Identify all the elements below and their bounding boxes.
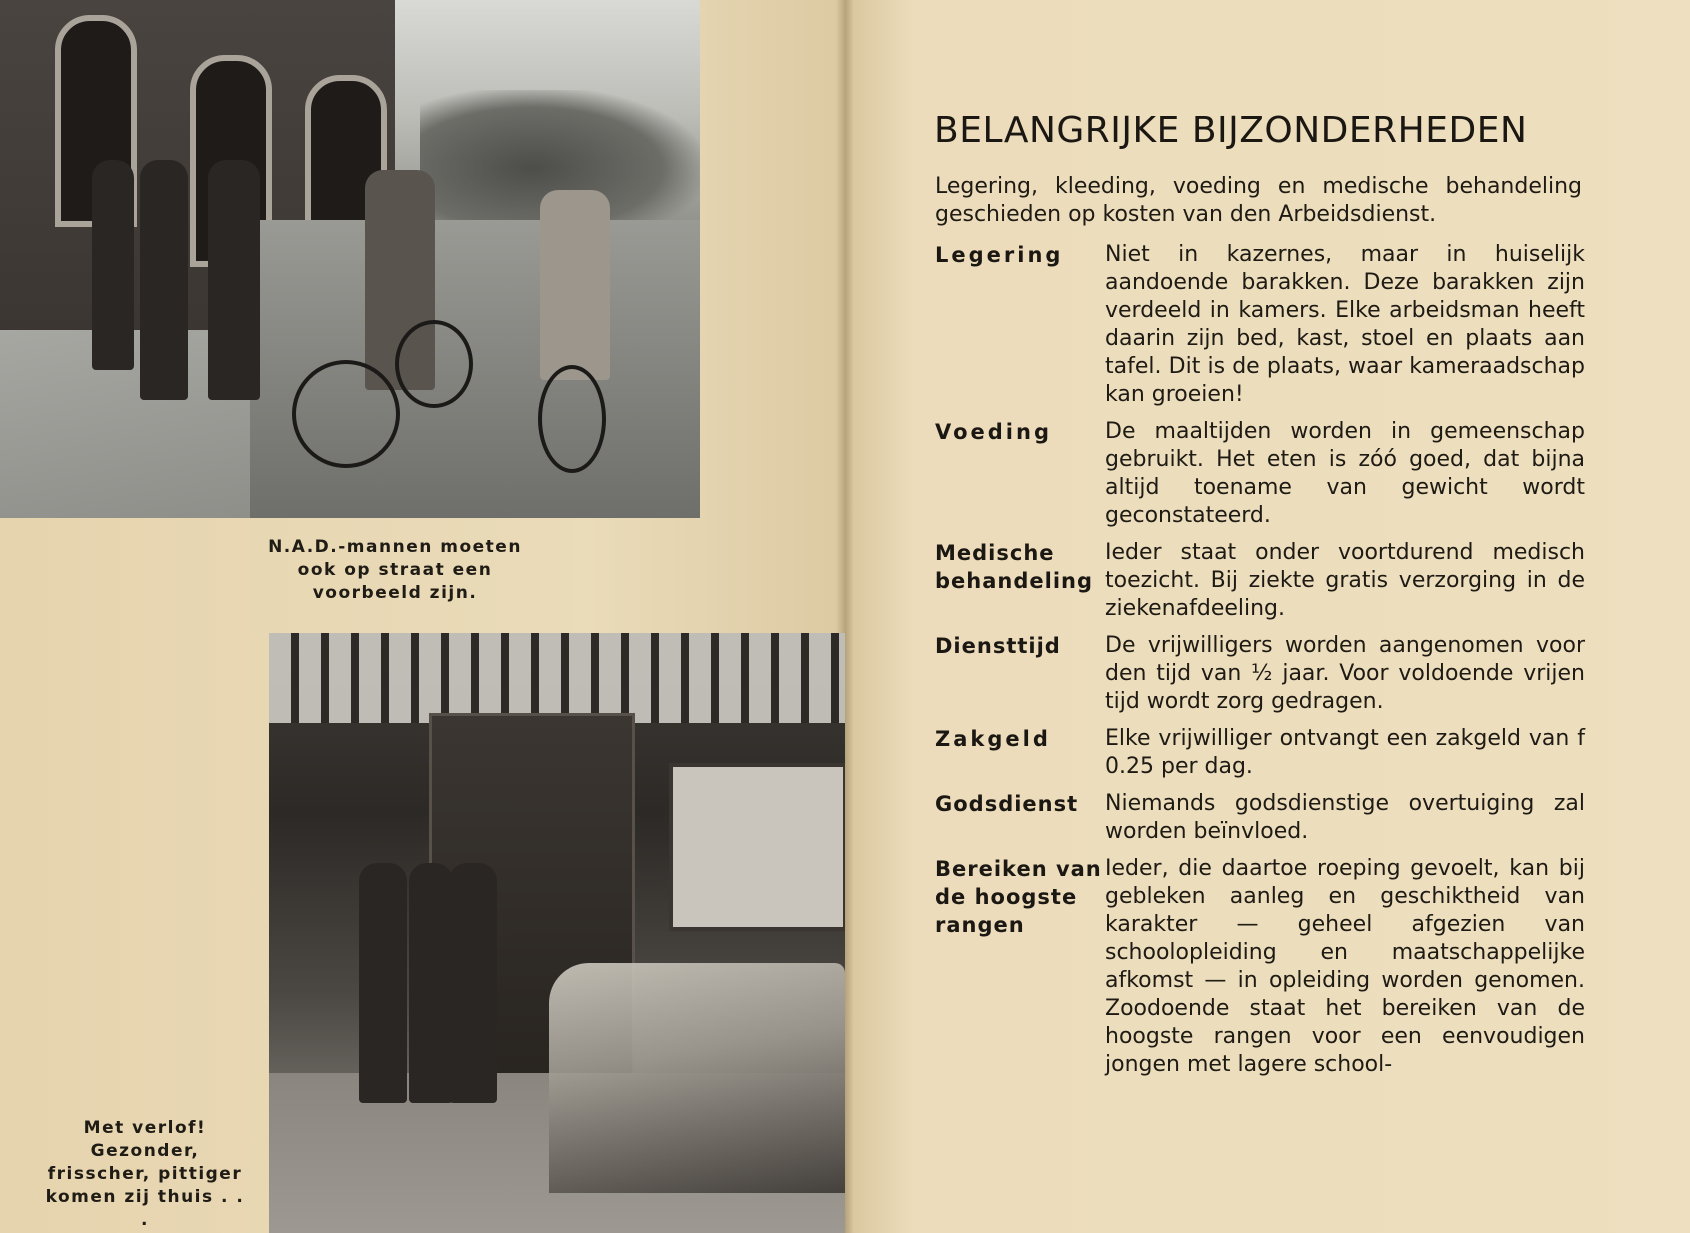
uniformed-man — [359, 863, 407, 1103]
detail-term: Voeding — [935, 420, 1052, 444]
detail-text: De vrijwilligers worden aangenomen voor den tijd van ½ jaar. Voor voldoende vrijen tijd wordt zorg gedragen. — [1105, 633, 1585, 714]
detail-text: Niet in kazernes, maar in huiselijk aandoende barakken. Deze barakken zijn verdeeld in kamers. Elke arbeidsman heeft daarin zijn bed, kast, stoel en plaats aan tafel. Dit is de plaats, waar kameraadschap kan groeien! — [1105, 242, 1585, 407]
detail-term: Bereiken van de hoogste rangen — [935, 857, 1102, 937]
bicycle-wheel — [395, 320, 473, 408]
detail-item-bereiken — [935, 855, 1585, 1079]
detail-text: Niemands godsdienstige overtuiging zal worden beïnvloed. — [1105, 791, 1585, 844]
station-photo-caption: Met verlof! Gezonder, frisscher, pittiger komen zij thuis . . . — [45, 1118, 245, 1230]
detail-item-medische-behandeling — [935, 539, 1585, 623]
uniformed-man — [409, 863, 453, 1103]
details-list — [935, 241, 1585, 1088]
detail-item-zakgeld — [935, 725, 1585, 781]
detail-term: Diensttijd — [935, 634, 1061, 658]
uniformed-man — [140, 160, 188, 400]
station-photo — [269, 633, 845, 1233]
detail-text: De maaltijden worden in gemeenschap gebruikt. Het eten is zóó goed, dat bijna altijd toename van gewicht wordt geconstateerd. — [1105, 419, 1585, 528]
uniformed-man — [92, 160, 134, 370]
detail-item-legering — [935, 241, 1585, 409]
detail-term: Zakgeld — [935, 727, 1051, 751]
uniformed-man — [449, 863, 497, 1103]
detail-term: Legering — [935, 243, 1064, 267]
uniformed-man — [208, 160, 260, 400]
seated-travellers — [549, 963, 845, 1193]
intro-paragraph: Legering, kleeding, voeding en medische behandeling geschieden op kosten van den Arbeidsdienst. — [935, 174, 1582, 227]
detail-item-godsdienst — [935, 790, 1585, 846]
page-title: BELANGRIJKE BIJZONDERHEDEN — [934, 110, 1528, 151]
detail-text: Elke vrijwilliger ontvangt een zakgeld van f 0.25 per dag. — [1105, 726, 1585, 779]
bicycle-wheel — [292, 360, 400, 468]
notice-board — [669, 763, 845, 931]
detail-term: Medische behandeling — [935, 541, 1093, 593]
bicycle-wheel — [538, 365, 606, 473]
detail-item-voeding — [935, 418, 1585, 530]
detail-item-diensttijd — [935, 632, 1585, 716]
station-roof — [269, 633, 845, 723]
detail-text: Ieder, die daartoe roeping gevoelt, kan bij gebleken aanleg en geschiktheid van karakter — geheel afgezien van schoolopleiding en maatschappelijke afkomst — in opleiding worden genomen. Zoodoende staat het bereiken van de hoogste rangen voor een eenvoudigen jongen met lagere school- — [1105, 856, 1585, 1077]
street-photo — [0, 0, 700, 518]
street-photo-caption: N.A.D.-mannen moeten ook op straat een voorbeeld zijn. — [268, 537, 522, 603]
detail-text: Ieder staat onder voortdurend medisch toezicht. Bij ziekte gratis verzorging in de ziekenafdeeling. — [1105, 540, 1585, 621]
cyclist — [540, 190, 610, 380]
detail-term: Godsdienst — [935, 792, 1079, 816]
